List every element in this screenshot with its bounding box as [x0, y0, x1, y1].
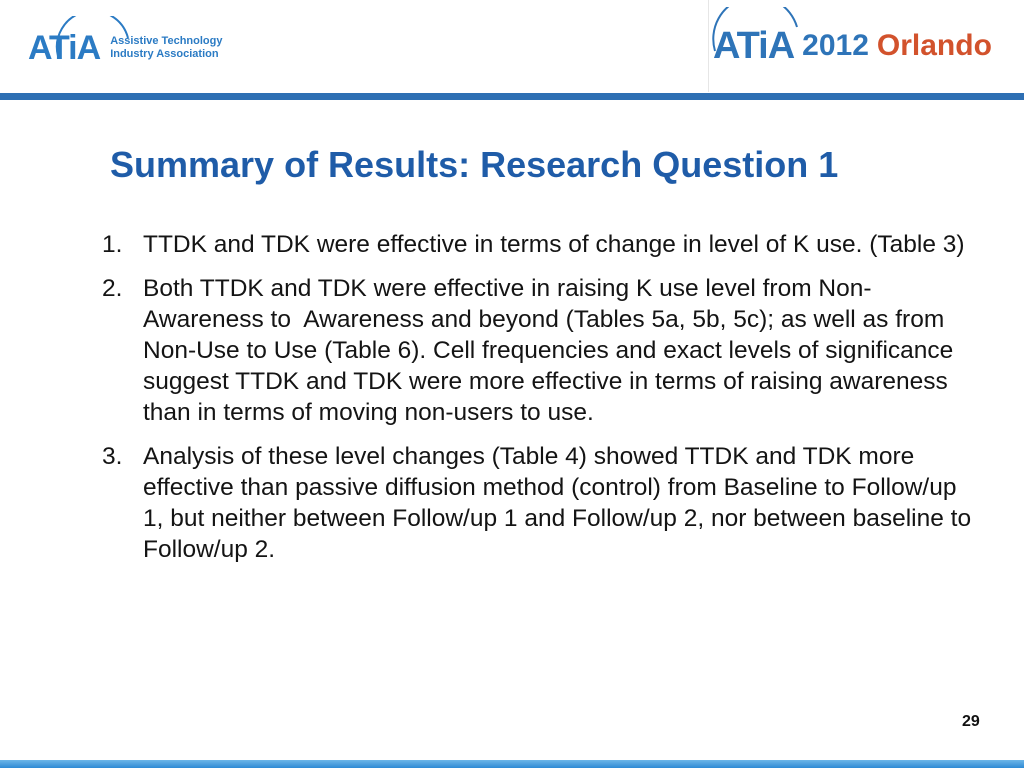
- list-item-number: 2.: [102, 275, 123, 302]
- atia-logo: [28, 16, 222, 80]
- list-item: [102, 441, 982, 565]
- footer-bar: [0, 760, 1024, 768]
- conference-logo: [708, 0, 1016, 92]
- logo-subtitle-line1: Assistive Technology: [110, 35, 223, 47]
- list-item-number: 3.: [102, 443, 123, 470]
- conference-logo-mark: [713, 25, 794, 68]
- list-item-text: Analysis of these level changes (Table 4) showed TTDK and TDK more effective than passive diffusion method (control) from Baseline to Follow/up 1, but neither between Follow/up 1 and Follow/up 2, nor between baseline to Follow/up 2.: [143, 443, 978, 563]
- list-item: [102, 229, 982, 260]
- logo-mark: ATiA: [28, 28, 101, 67]
- logo-subtitle-line2: Industry Association: [110, 48, 219, 60]
- conference-arc-icon: [709, 7, 805, 77]
- header-divider-bar: [0, 93, 1024, 100]
- list-item-number: 1.: [102, 231, 123, 258]
- results-list: [102, 229, 982, 578]
- conference-year: 2012: [802, 29, 869, 62]
- list-item: [102, 273, 982, 428]
- conference-mark-text: ATiA: [713, 24, 795, 67]
- logo-arc-icon: [50, 16, 136, 80]
- page-number: 29: [962, 713, 980, 730]
- slide-title: Summary of Results: Research Question 1: [110, 144, 839, 185]
- conference-city: Orlando: [876, 29, 992, 62]
- list-item-text: Both TTDK and TDK were effective in raising K use level from Non-Awareness to Awareness and beyond (Tables 5a, 5b, 5c); as well as from Non-Use to Use (Table 6). Cell frequencies and exact levels of significance suggest TTDK and TDK were more effective in terms of raising awareness than in terms of moving non-users to use.: [143, 275, 961, 426]
- list-item-text: TTDK and TDK were effective in terms of change in level of K use. (Table 3): [143, 231, 965, 258]
